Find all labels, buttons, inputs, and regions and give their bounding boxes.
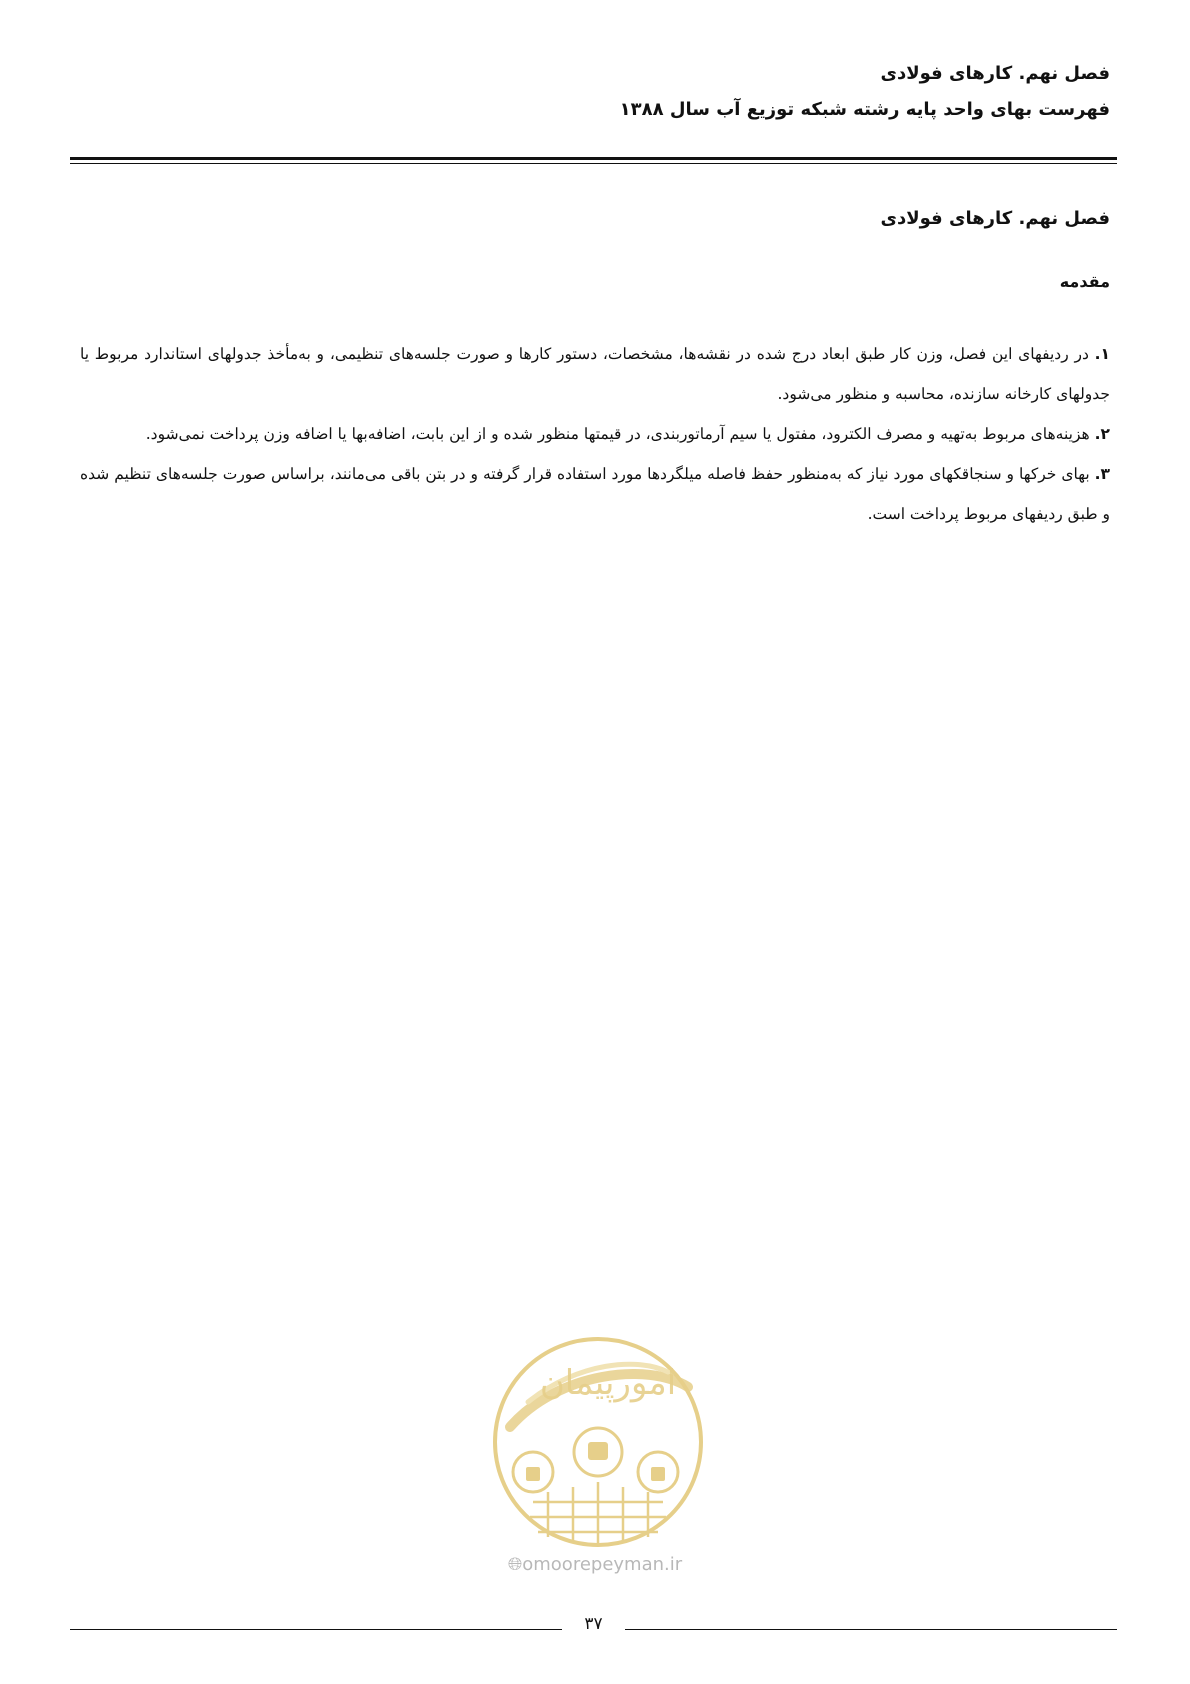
paragraph-text: در ردیفهای این فصل، وزن کار طبق ابعاد درج شده در نقشه‌ها، مشخصات، دستور کارها و صورت جلسه‌های تنظیمی، و به‌مأخذ جدولهای استاندارد مربوط یا جدولهای کارخانه سازنده، محاسبه و منظور می‌شود. — [80, 345, 1110, 403]
paragraph-1 — [80, 334, 1110, 414]
footer-rule-left — [70, 1629, 562, 1630]
footer-rule-right — [625, 1629, 1117, 1630]
watermark-site-text: omoorepeyman.ir — [522, 1554, 683, 1575]
header-document-title: فهرست بهای واحد پایه رشته شبکه توزیع آب سال ۱۳۸۸ — [619, 99, 1110, 120]
logo-lettering: امورپیمان — [539, 1363, 677, 1403]
header-rule-thick — [70, 157, 1117, 160]
paragraph-text: هزینه‌های مربوط به‌تهیه و مصرف الکترود، مفتول یا سیم آرماتوربندی، در قیمتها منظور شده و از این بابت، اضافه‌بها یا اضافه وزن پرداخت نمی‌شود. — [145, 425, 1095, 443]
paragraph-2 — [80, 414, 1110, 454]
paragraph-3 — [80, 454, 1110, 534]
header-rule-thin — [70, 163, 1117, 164]
chapter-title: فصل نهم. کارهای فولادی — [880, 208, 1110, 229]
paragraph-text: بهای خرکها و سنجاقکهای مورد نیاز که به‌منظور حفظ فاصله میلگردها مورد استفاده قرار گرفته و در بتن باقی می‌مانند، براساس صورت جلسه‌های تنظیم شده و طبق ردیفهای مربوط پرداخت است. — [80, 465, 1110, 523]
paragraph-number: ۳. — [1094, 465, 1110, 483]
watermark-site — [0, 1554, 1190, 1575]
globe-icon: 🌐︎ — [507, 1554, 523, 1575]
page-number: ۳۷ — [584, 1614, 603, 1634]
paragraph-list — [80, 334, 1110, 534]
section-title: مقدمه — [1059, 272, 1110, 291]
header-chapter: فصل نهم. کارهای فولادی — [880, 63, 1110, 84]
page-header — [70, 60, 1110, 132]
paragraph-number: ۱. — [1094, 345, 1110, 363]
watermark-logo — [488, 1332, 708, 1552]
paragraph-number: ۲. — [1094, 425, 1110, 443]
